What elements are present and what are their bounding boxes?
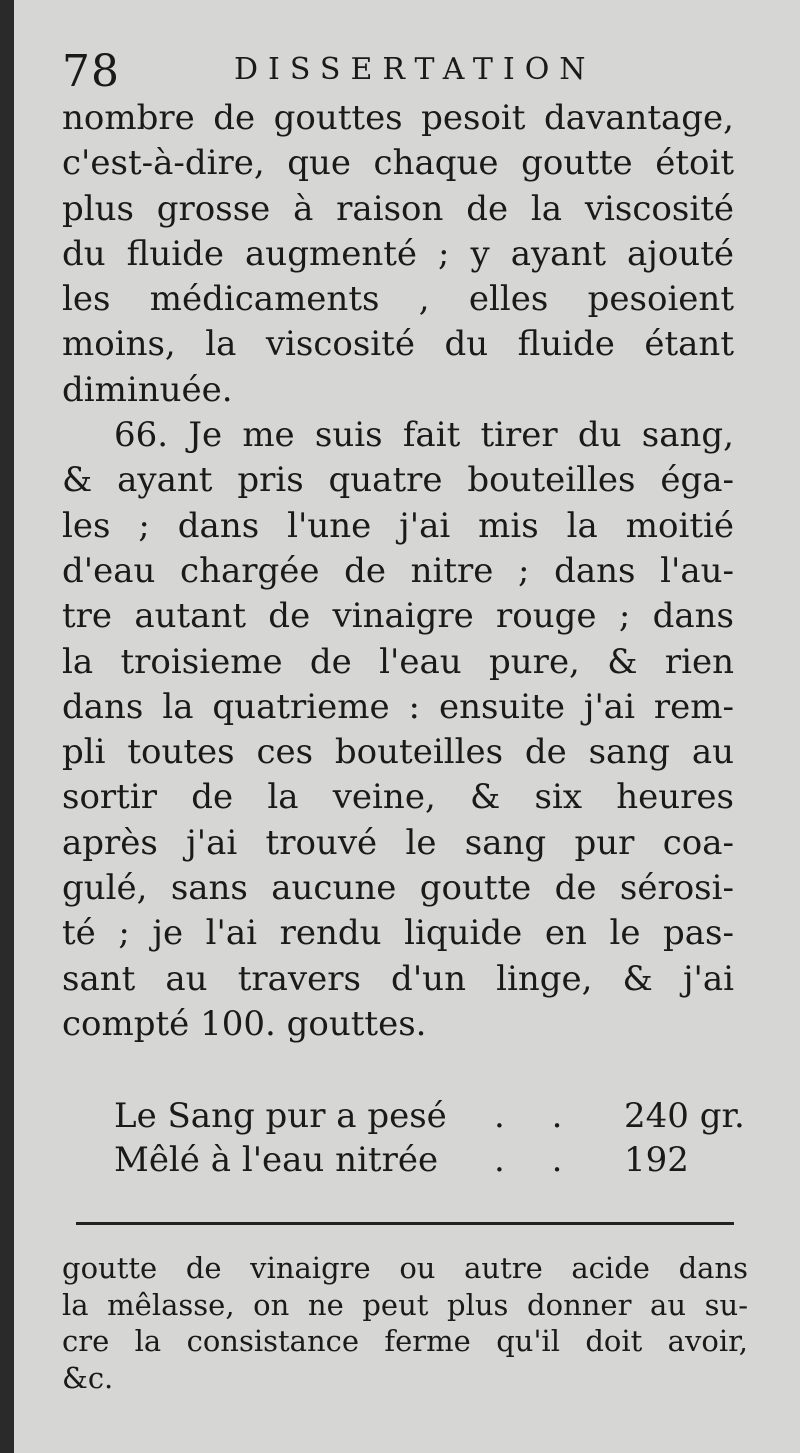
text-line: c'est-à-dire, que chaque goutte étoit bbox=[62, 143, 734, 184]
text-line: nombre de gouttes pesoit davantage, bbox=[62, 98, 734, 138]
leader-dots: . . bbox=[494, 1096, 581, 1136]
text-line: té ; je l'ai rendu liquide en le pas- bbox=[62, 913, 734, 954]
text-line: après j'ai trouvé le sang pur coa- bbox=[62, 822, 734, 863]
text-line: les ; dans l'une j'ai mis la moitié bbox=[62, 505, 734, 546]
footnote-line: cre la consistance ferme qu'il doit avoir, bbox=[62, 1324, 748, 1358]
page-heading: DISSERTATION bbox=[234, 52, 596, 87]
text-line: dans la quatrieme : ensuite j'ai rem- bbox=[62, 686, 734, 727]
book-page bbox=[14, 0, 800, 1453]
weight-label: Le Sang pur a pesé bbox=[114, 1096, 447, 1136]
footnote bbox=[62, 1250, 748, 1396]
footnote-divider bbox=[76, 1222, 734, 1225]
text-line: 66. Je me suis fait tirer du sang, bbox=[114, 415, 734, 456]
text-line: & ayant pris quatre bouteilles éga- bbox=[62, 460, 734, 501]
text-line: du fluide augmenté ; y ayant ajouté bbox=[62, 233, 734, 274]
body-text bbox=[62, 96, 734, 1047]
weights-table bbox=[114, 1094, 764, 1182]
footnote-line: &c. bbox=[62, 1360, 114, 1395]
weight-value: 240 gr. bbox=[624, 1096, 745, 1136]
text-line: moins, la viscosité du fluide étant bbox=[62, 324, 734, 365]
text-line: sant au travers d'un linge, & j'ai bbox=[62, 958, 734, 999]
text-line: sortir de la veine, & six heures bbox=[62, 777, 734, 818]
text-line: la troisieme de l'eau pure, & rien bbox=[62, 641, 734, 682]
running-head bbox=[62, 42, 622, 102]
weight-row bbox=[114, 1138, 764, 1182]
paragraph-66 bbox=[62, 413, 734, 1047]
text-line: pli toutes ces bouteilles de sang au bbox=[62, 732, 734, 773]
footnote-line: goutte de vinaigre ou autre acide dans bbox=[62, 1251, 748, 1285]
text-line: gulé, sans aucune goutte de sérosi- bbox=[62, 868, 734, 909]
weight-value: 192 bbox=[624, 1140, 689, 1180]
leader-dots: . . bbox=[494, 1140, 581, 1180]
text-line: compté 100. gouttes. bbox=[62, 1003, 427, 1044]
weight-row bbox=[114, 1094, 764, 1138]
weight-label: Mêlé à l'eau nitrée bbox=[114, 1140, 439, 1180]
text-line: d'eau chargée de nitre ; dans l'au- bbox=[62, 550, 734, 591]
text-line: plus grosse à raison de la viscosité bbox=[62, 188, 734, 229]
text-line: tre autant de vinaigre rouge ; dans bbox=[62, 596, 734, 637]
text-line: les médicaments , elles pesoient bbox=[62, 279, 734, 320]
text-line: diminuée. bbox=[62, 369, 233, 410]
page-left-edge bbox=[0, 0, 14, 1453]
continuation-paragraph bbox=[62, 96, 734, 413]
page-number: 78 bbox=[62, 46, 120, 97]
footnote-line: la mêlasse, on ne peut plus donner au su- bbox=[62, 1287, 748, 1322]
